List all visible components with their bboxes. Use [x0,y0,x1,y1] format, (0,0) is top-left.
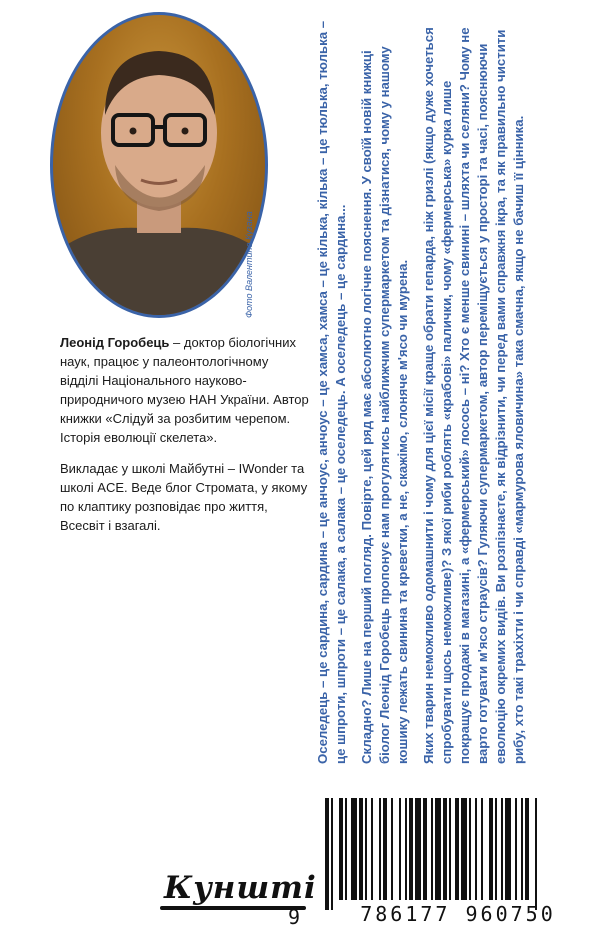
barcode-bar [449,798,451,900]
barcode-bar [515,798,517,900]
barcode-bar [455,798,459,900]
barcode-bar [331,798,333,910]
book-description [300,0,600,780]
isbn-barcode [325,798,591,930]
description-paragraph-1: Оселедець – це сардина, сардина – це анчоус, анчоус – це хамса, хамса – це кілька, кілька – це тюлька, тюлька – це шпроти, шпроти – це салака, а салака – це оселедець. А оселедець – це сардина... [315,20,348,764]
barcode-bar [365,798,367,900]
barcode-bar [505,798,511,900]
barcode-bar [443,798,447,900]
barcode-bar [535,798,537,910]
barcode-bar [461,798,467,900]
barcode-bar [409,798,413,900]
barcode-bar [383,798,387,900]
book-description-column [300,0,600,780]
barcode-bar [391,798,393,900]
publisher-logo-underline [160,906,306,910]
description-paragraph-2: Складно? Лише на перший погляд. Повірте, цей ряд має абсолютно логічне пояснення. У своїй новій книжці біолог Леонід Горобець пропонує нам прогулятись найближчим супермаркетом та дізнатися, чому у нашому кошику лежать свинина та креветки, а не, скажімо, слоняче м'ясо чи мурена. [359,46,410,764]
barcode-bar [351,798,357,900]
bio-paragraph-1-text: – доктор біологічних наук, працює у палеонтологічному відділі Національного науково-природничого музею НАН України. Автор книжки «Слідуй за розбитим черепом. Історія еволюції скелета». [60,335,309,445]
barcode-bar [495,798,497,900]
publisher-name: Кунштi [164,870,317,906]
barcode-bar [405,798,407,900]
barcode-bar [525,798,529,900]
barcode-bar [415,798,421,900]
isbn-digits: 786177 960750 [360,902,556,926]
photo-credit: Фото Валентина Кузана [244,211,254,318]
barcode-bar [481,798,483,900]
barcode-bar [371,798,373,900]
author-bio [60,333,310,547]
bio-paragraph-1 [60,333,310,447]
barcode-bar [435,798,441,900]
barcode-bars [325,798,591,903]
barcode-bar [475,798,477,900]
barcode-bar [345,798,347,900]
description-paragraph-3: Яких тварин неможливо одомашнити і чому для цієї місії краще обрати гепарда, ніж гризлі (якщо дуже хочеться спробувати щось неможливе)? З якої риби роблять «крабові» палички, чому «фермерська» курка лише покращує продажі в магазині, а «фермерський» лосось – ні? Хто є менше свинині – шляхта чи селяни? Чому не варто готувати м'ясо страусів? Гуляючи супермаркетом, автор переміщується у просторі та часі, пояснюючи еволюцію окремих видів. Ви розпізнаєте, як відрізнити, чи перед вами справжня ікра, та як правильно чистити рибу, хто такі трахіхти і чи справді «мармурова яловичина» така смачна, якщо не бачиш її цінника. [421,27,526,764]
barcode-bar [423,798,427,900]
barcode-bar [431,798,433,900]
barcode-bar [359,798,363,900]
barcode-bar [521,798,523,900]
author-photo [50,12,268,318]
barcode-bar [339,798,343,900]
isbn-first-digit: 9 [288,905,301,929]
barcode-bar [489,798,493,900]
barcode-bar [501,798,503,900]
barcode-bar [399,798,401,900]
author-name: Леонід Горобець [60,335,170,350]
barcode-bar [379,798,381,900]
barcode-bar [469,798,471,900]
author-portrait-illustration [53,15,265,315]
bio-paragraph-2: Викладає у школі Майбутні – IWonder та школі ACE. Веде блог Стромата, у якому по клаптику розповідає про життя, Всесвіт і взагалі. [60,461,308,533]
barcode-bar [325,798,329,910]
